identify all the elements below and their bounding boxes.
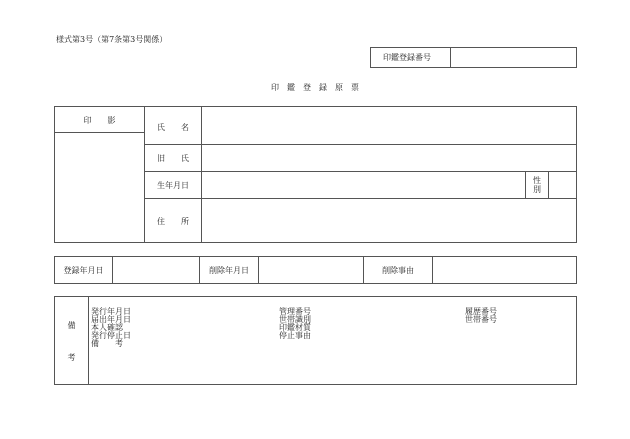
remarks-item: 発行年月日 bbox=[91, 307, 131, 316]
registration-number-field[interactable] bbox=[451, 48, 576, 67]
divider bbox=[88, 297, 89, 384]
registration-date-label: 登録年月日 bbox=[63, 266, 104, 275]
registration-date-field[interactable] bbox=[113, 257, 199, 283]
registration-number-label: 印鑑登録番号 bbox=[383, 53, 431, 62]
former-name-field[interactable] bbox=[202, 145, 576, 171]
former-name-label: 旧 氏 bbox=[157, 154, 189, 163]
name-label: 氏 名 bbox=[157, 123, 189, 132]
remarks-column-1 bbox=[91, 308, 131, 348]
form-number: 様式第3号（第7条第3号関係） bbox=[56, 35, 168, 44]
deletion-date-label: 削除年月日 bbox=[209, 266, 249, 275]
remarks-item: 本人確認 bbox=[91, 323, 123, 332]
page-title: 印 鑑 登 録 原 票 bbox=[271, 83, 359, 92]
remarks-item: 停止事由 bbox=[279, 331, 311, 340]
seal-impression-area[interactable] bbox=[55, 133, 144, 242]
sex-field[interactable] bbox=[549, 172, 576, 198]
remarks-item: 世帯識別 bbox=[279, 315, 311, 324]
deletion-reason-field[interactable] bbox=[433, 257, 576, 283]
registration-number-box bbox=[370, 47, 577, 68]
remarks-item: 届出年月日 bbox=[91, 315, 131, 324]
name-field[interactable] bbox=[202, 107, 576, 144]
remarks-side-label-bottom: 考 bbox=[67, 353, 76, 362]
birth-date-field[interactable] bbox=[202, 172, 525, 198]
address-label: 住 所 bbox=[157, 217, 189, 226]
deletion-reason-label: 削除事由 bbox=[382, 266, 414, 275]
remarks-item: 世帯番号 bbox=[465, 315, 497, 324]
remarks-column-2 bbox=[279, 308, 311, 340]
seal-registration-table bbox=[54, 106, 577, 243]
remarks-item: 印鑑材質 bbox=[279, 323, 311, 332]
registration-dates-table bbox=[54, 256, 577, 284]
remarks-item: 備 考 bbox=[91, 339, 123, 348]
sex-label: 性 別 bbox=[533, 176, 541, 194]
birth-date-label: 生年月日 bbox=[157, 181, 189, 190]
remarks-table bbox=[54, 296, 577, 385]
remarks-item: 管理番号 bbox=[279, 307, 311, 316]
remarks-item: 発行停止日 bbox=[91, 331, 131, 340]
seal-impression-label: 印 影 bbox=[83, 116, 116, 125]
remarks-item: 履歴番号 bbox=[465, 307, 497, 316]
address-field[interactable] bbox=[202, 199, 576, 242]
remarks-side-label-top: 備 bbox=[67, 321, 76, 330]
remarks-column-3 bbox=[465, 308, 497, 324]
deletion-date-field[interactable] bbox=[259, 257, 363, 283]
